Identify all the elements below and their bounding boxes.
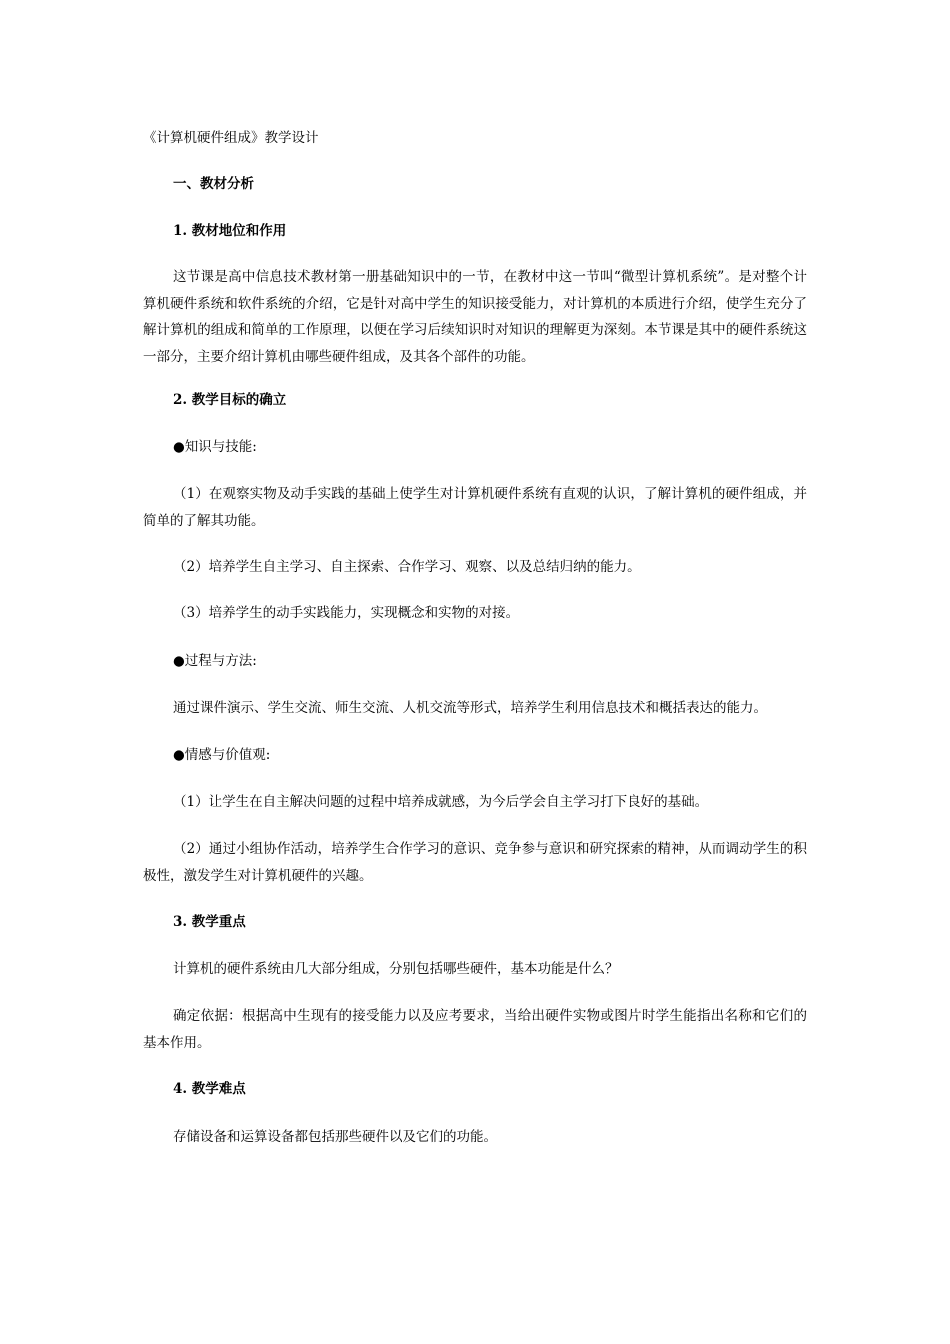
paragraph-process-methods: 通过课件演示、学生交流、师生交流、人机交流等形式，培养学生利用信息技术和概括表达的能力。 bbox=[173, 700, 767, 716]
paragraph-teaching-focus: 计算机的硬件系统由几大部分组成，分别包括哪些硬件，基本功能是什么？ bbox=[173, 961, 619, 977]
bullet-heading-process-methods: ●过程与方法: bbox=[173, 653, 257, 669]
section-heading-textbook-analysis: 一、教材分析 bbox=[173, 176, 254, 192]
paragraph-knowledge-item-1: （1）在观察实物及动手实践的基础上使学生对计算机硬件系统有直观的认识，了解计算机的硬件组成，并简单的了解其功能。 bbox=[143, 486, 807, 529]
document-title: 《计算机硬件组成》教学设计 bbox=[143, 130, 319, 146]
paragraph-teaching-difficulty: 存储设备和运算设备都包括那些硬件以及它们的功能。 bbox=[173, 1129, 497, 1145]
paragraph-emotion-item-1: （1）让学生在自主解决问题的过程中培养成就感，为今后学会自主学习打下良好的基础。 bbox=[173, 794, 709, 810]
subheading-teaching-objectives: 2. 教学目标的确立 bbox=[173, 392, 287, 408]
subheading-teaching-focus: 3. 教学重点 bbox=[173, 914, 246, 930]
bullet-heading-emotion-values: ●情感与价值观: bbox=[173, 747, 271, 763]
paragraph-textbook-role: 这节课是高中信息技术教材第一册基础知识中的一节，在教材中这一节叫“微型计算机系统”。是对整个计算机硬件系统和软件系统的介绍，它是针对高中学生的知识接受能力，对计算机的本质进行介绍，使学生充分了解计算机的组成和简单的工作原理，以便在学习后续知识时对知识的理解更为深刻。本节课是其中的硬件系统这一部分，主要介绍计算机由哪些硬件组成，及其各个部件的功能。 bbox=[143, 269, 807, 365]
subheading-textbook-role: 1. 教材地位和作用 bbox=[173, 223, 287, 239]
paragraph-emotion-item-2: （2）通过小组协作活动，培养学生合作学习的意识、竞争参与意识和研究探索的精神，从而调动学生的积极性，激发学生对计算机硬件的兴趣。 bbox=[143, 841, 807, 884]
subheading-teaching-difficulty: 4. 教学难点 bbox=[173, 1081, 246, 1097]
bullet-heading-knowledge-skills: ●知识与技能: bbox=[173, 439, 257, 455]
paragraph-knowledge-item-2: （2）培养学生自主学习、自主探索、合作学习、观察、以及总结归纳的能力。 bbox=[173, 559, 641, 575]
paragraph-focus-basis: 确定依据：根据高中生现有的接受能力以及应考要求，当给出硬件实物或图片时学生能指出名称和它们的基本作用。 bbox=[143, 1008, 807, 1051]
paragraph-knowledge-item-3: （3）培养学生的动手实践能力，实现概念和实物的对接。 bbox=[173, 605, 520, 621]
